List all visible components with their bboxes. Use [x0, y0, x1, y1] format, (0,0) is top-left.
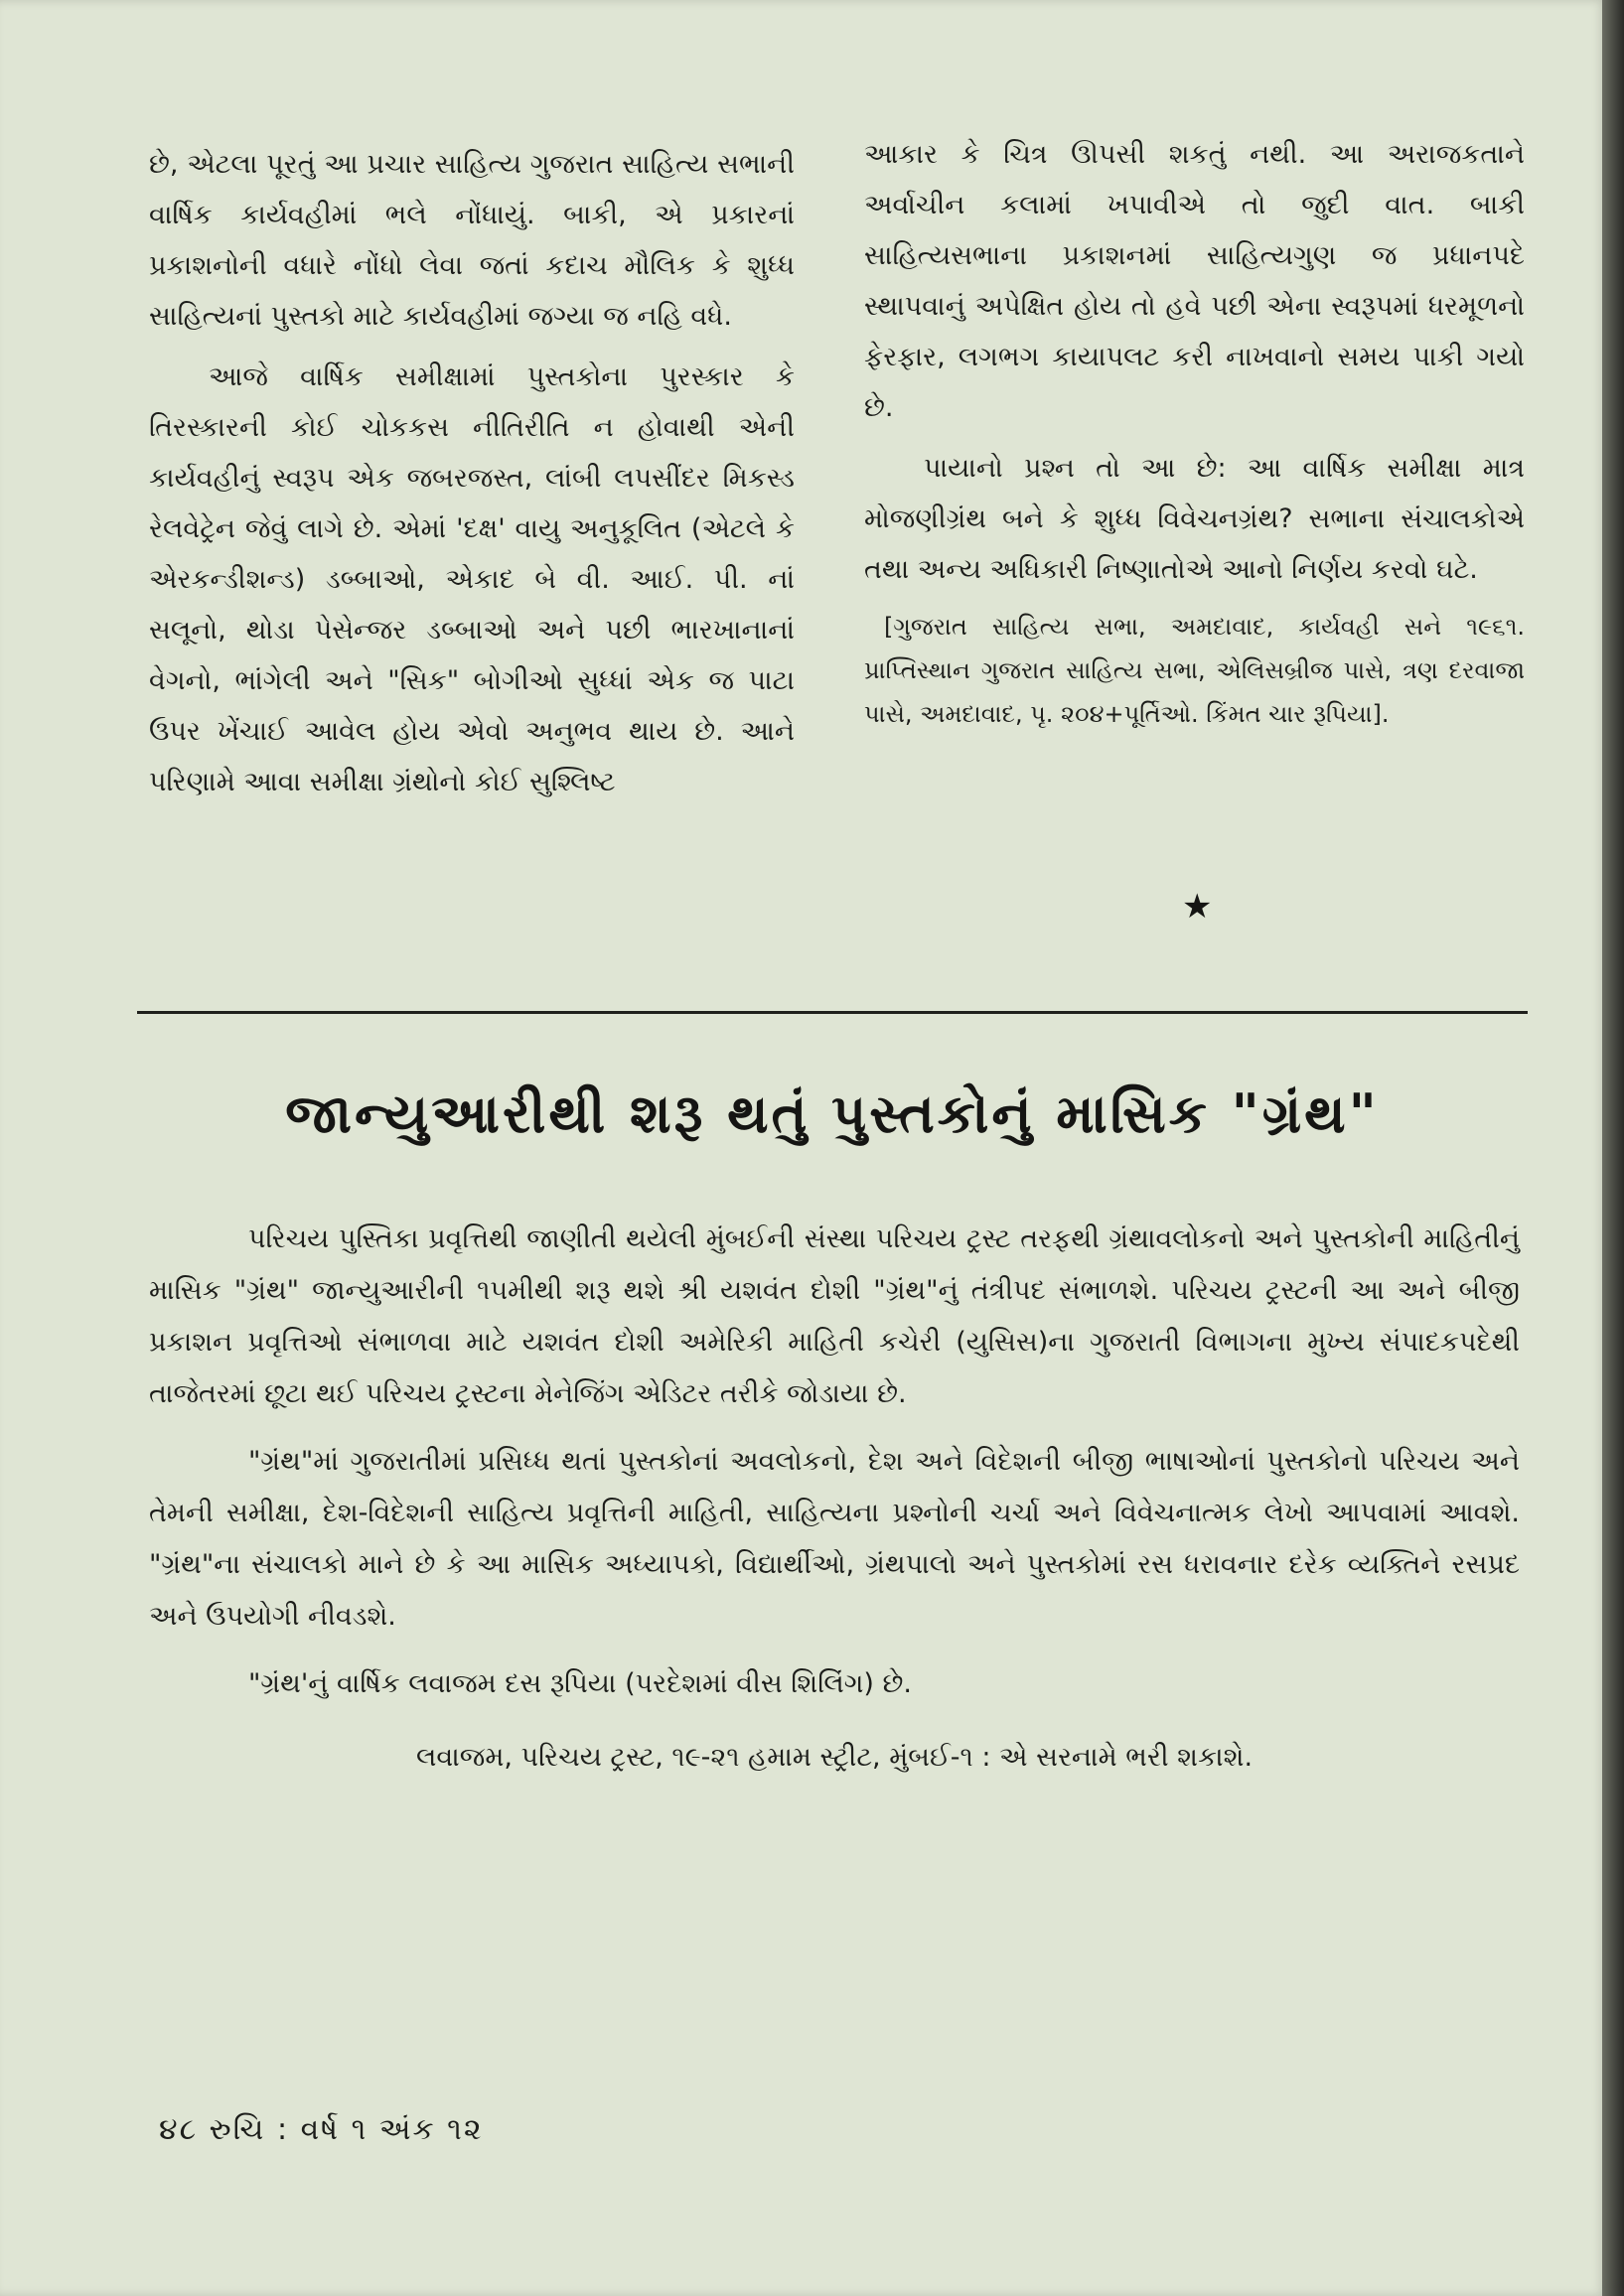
- left-paragraph-2: આજે વાર્ષિક સમીક્ષામાં પુસ્તકોના પુરસ્કાર કે તિરસ્કારની કોઈ ચોકકસ નીતિરીતિ ન હોવાથી એની કાર્યવહીનું સ્વરૂપ એક જબરજસ્ત, લાંબી લપસીંદર મિકસ્ડ રેલવેટ્રેન જેવું લાગે છે. એમાં 'દક્ષ' વાયુ અનુકૂલિત (એટલે કે એરકન્ડીશન્ડ) ડબ્બાઓ, એકાદ બે વી. આઈ. પી. નાં સલૂનો, થોડા પેસેન્જર ડબ્બાઓ અને પછી ભારખાનાનાં વેગનો, ભાંગેલી અને "સિક" બોગીઓ સુધ્ધાં એક જ પાટા ઉપર ખેંચાઈ આવેલ હોય એવો અનુભવ થાય છે. આને પરિણામે આવા સમીક્ષા ગ્રંથોનો કોઈ સુશ્લિષ્ટ: [149, 361, 795, 797]
- right-paragraph-1: આકાર કે ચિત્ર ઊપસી શકતું નથી. આ અરાજકતાને અર્વાચીન કલામાં ખપાવીએ તો જુદી વાત. બાકી સાહિત્યસભાના પ્રકાશનમાં સાહિત્યગુણ જ પ્રધાનપદે સ્થાપવાનું અપેક્ષિત હોય તો હવે પછી એના સ્વરૂપમાં ધરમૂળનો ફેરફાર, લગભગ કાયાપલટ કરી નાખવાનો સમય પાકી ગયો છે.: [864, 139, 1525, 423]
- book-spine-edge: [1602, 0, 1624, 2296]
- citation: [ગુજરાત સાહિત્ય સભા, અમદાવાદ, કાર્યવહી સને ૧૯૬૧. પ્રાપ્તિસ્થાન ગુજરાત સાહિત્ય સભા, એલિસબ્રીજ પાસે, ત્રણ દરવાજા પાસે, અમદાવાદ, પૃ. ૨૦૪+પૂર્તિઓ. કિંમત ચાર રૂપિયા].: [864, 613, 1525, 728]
- right-paragraph-2: પાયાનો પ્રશ્ન તો આ છે: આ વાર્ષિક સમીક્ષા માત્ર મોજણીગ્રંથ બને કે શુધ્ધ વિવેચનગ્રંથ? સભાના સંચાલકોએ તથા અન્ય અધિકારી નિષ્ણાતોએ આનો નિર્ણય કરવો ઘટે.: [864, 453, 1525, 585]
- page-footer: ૪૮ રુચિ : વર્ષ ૧ અંક ૧૨: [159, 2112, 484, 2147]
- right-column: [864, 129, 1525, 746]
- left-paragraph-1: છે, એટલા પૂરતું આ પ્રચાર સાહિત્ય ગુજરાત સાહિત્ય સભાની વાર્ષિક કાર્યવહીમાં ભલે નોંધાયું. બાકી, એ પ્રકારનાં પ્રકાશનોની વધારે નોંધો લેવા જતાં કદાચ મૌલિક કે શુધ્ધ સાહિત્યનાં પુસ્તકો માટે કાર્યવહીમાં જગ્યા જ નહિ વધે.: [149, 149, 795, 332]
- announcement-headline: જાન્યુઆરીથી શરૂ થતું પુસ્તકોનું માસિક "ગ્રંથ": [285, 1082, 1380, 1145]
- section-divider: [137, 1011, 1528, 1014]
- announcement-paragraph-1: પરિચય પુસ્તિકા પ્રવૃત્તિથી જાણીતી થયેલી મુંબઈની સંસ્થા પરિચય ટ્રસ્ટ તરફથી ગ્રંથાવલોકનો અને પુસ્તકોની માહિતીનું માસિક "ગ્રંથ" જાન્યુઆરીની ૧૫મીથી શરૂ થશે શ્રી યશવંત દોશી "ગ્રંથ"નું તંત્રીપદ સંભાળશે. પરિચય ટ્રસ્ટની આ અને બીજી પ્રકાશન પ્રવૃત્તિઓ સંભાળવા માટે યશવંત દોશી અમેરિકી માહિતી કચેરી (યુસિસ)ના ગુજરાતી વિભાગના મુખ્ય સંપાદકપદેથી તાજેતરમાં છૂટા થઈ પરિચય ટ્રસ્ટના મેનેજિંગ એડિટર તરીકે જોડાયા છે.: [149, 1223, 1520, 1409]
- left-column: [149, 139, 795, 817]
- announcement-address: લવાજમ, પરિચય ટ્રસ્ટ, ૧૯-૨૧ હમામ સ્ટ્રીટ, મુંબઈ-૧ : એ સરનામે ભરી શકાશે.: [415, 1742, 1254, 1773]
- announcement-paragraph-3: "ગ્રંથ'નું વાર્ષિક લવાજમ દસ રૂપિયા (પરદેશમાં વીસ શિલિંગ) છે.: [248, 1668, 913, 1699]
- announcement-paragraph-2: "ગ્રંથ"માં ગુજરાતીમાં પ્રસિધ્ધ થતાં પુસ્તકોનાં અવલોકનો, દેશ અને વિદેશની બીજી ભાષાઓનાં પુસ્તકોનો પરિચય અને તેમની સમીક્ષા, દેશ-વિદેશની સાહિત્ય પ્રવૃત્તિની માહિતી, સાહિત્યના પ્રશ્નોની ચર્ચા અને વિવેચનાત્મક લેખો આપવામાં આવશે. "ગ્રંથ"ના સંચાલકો માને છે કે આ માસિક અધ્યાપકો, વિદ્યાર્થીઓ, ગ્રંથપાલો અને પુસ્તકોમાં રસ ધરાવનાર દરેક વ્યક્તિને રસપ્રદ અને ઉપયોગી નીવડશે.: [149, 1446, 1520, 1632]
- star-end-mark: ★: [1182, 887, 1213, 927]
- announcement-body: [149, 1214, 1520, 1799]
